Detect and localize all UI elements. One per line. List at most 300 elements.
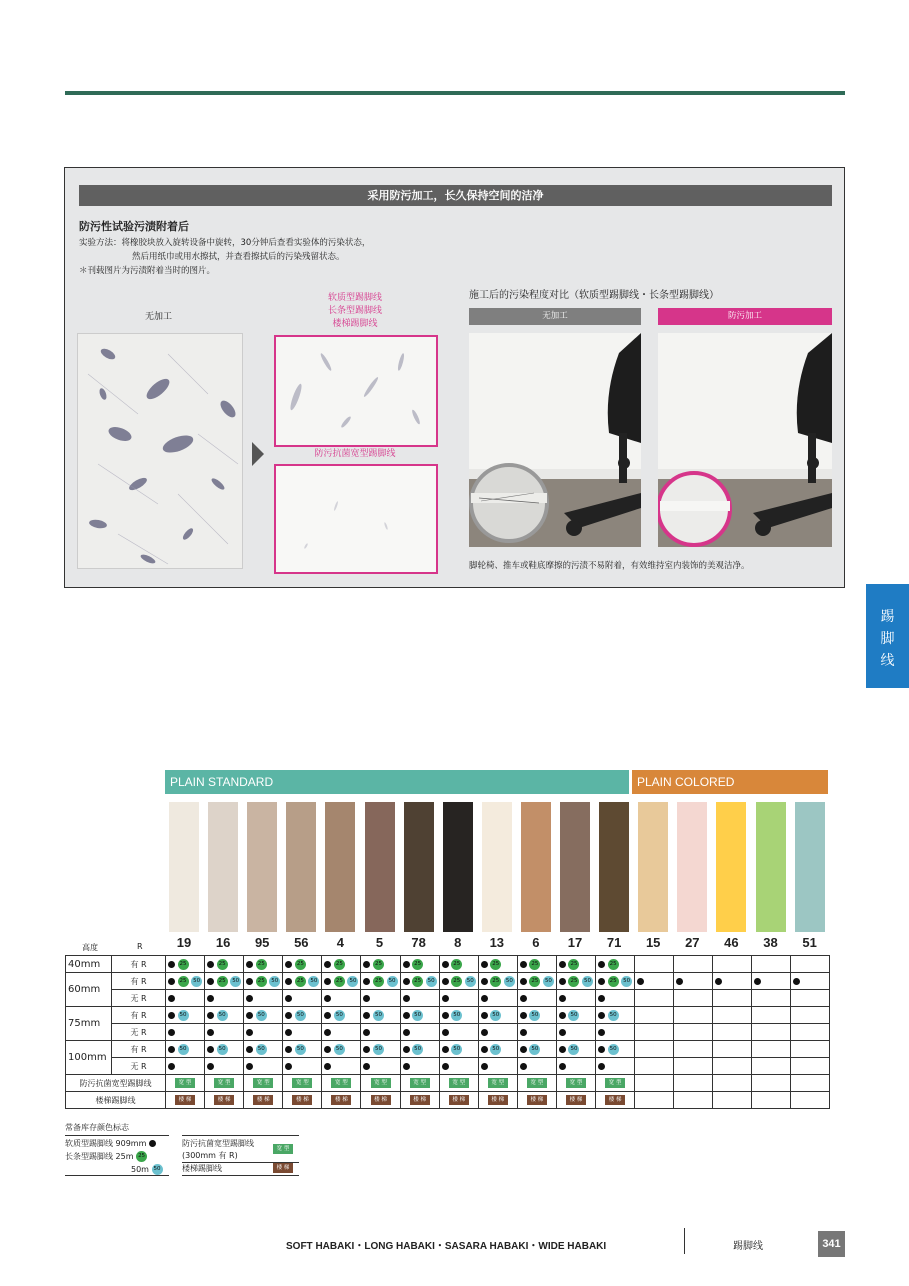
badge-50-icon: 50 xyxy=(373,1044,384,1055)
badge-25-icon: 25 xyxy=(136,1151,147,1162)
dot-icon xyxy=(559,1046,566,1053)
dot-icon xyxy=(363,1063,370,1070)
dot-icon xyxy=(676,978,683,985)
dot-icon xyxy=(168,961,175,968)
availability-cell xyxy=(244,973,283,990)
availability-cell xyxy=(361,990,400,1007)
availability-cell xyxy=(283,1041,322,1058)
dot-icon xyxy=(559,995,566,1002)
availability-cell xyxy=(400,1075,439,1092)
availability-cell xyxy=(713,956,752,973)
badge-50-icon: 50 xyxy=(451,1010,462,1021)
dot-icon xyxy=(481,1029,488,1036)
wide-sample-image xyxy=(274,464,438,574)
dot-icon xyxy=(168,1046,175,1053)
color-number: 95 xyxy=(254,935,270,950)
availability-cell xyxy=(752,956,791,973)
badge-50-icon: 50 xyxy=(295,1044,306,1055)
availability-cell xyxy=(791,956,830,973)
dot-icon xyxy=(481,995,488,1002)
availability-cell xyxy=(439,1058,478,1075)
dot-icon xyxy=(324,961,331,968)
dot-icon xyxy=(481,1063,488,1070)
dot-icon xyxy=(403,1046,410,1053)
side-tab-char-2: 脚 xyxy=(880,631,895,647)
availability-cell xyxy=(752,1024,791,1041)
badge-50-icon: 50 xyxy=(178,1044,189,1055)
badge-50-icon: 50 xyxy=(178,1010,189,1021)
test-subtitle: 防污性试验污渍附着后 xyxy=(79,220,189,233)
availability-cell xyxy=(478,990,517,1007)
availability-cell xyxy=(205,990,244,1007)
availability-cell xyxy=(478,1058,517,1075)
stair-tag-icon: 楼 梯 xyxy=(214,1095,234,1105)
badge-25-icon: 25 xyxy=(373,959,384,970)
availability-cell xyxy=(596,973,635,990)
availability-cell xyxy=(752,1041,791,1058)
legend-wide: 防污抗菌宽型踢脚线 xyxy=(182,1139,254,1148)
availability-cell xyxy=(596,1024,635,1041)
availability-cell xyxy=(400,1092,439,1109)
footer-category: 踢脚线 xyxy=(733,1241,763,1252)
availability-cell xyxy=(596,1075,635,1092)
dot-icon xyxy=(246,961,253,968)
untreated-sample-image xyxy=(77,333,243,569)
availability-cell xyxy=(361,956,400,973)
availability-cell xyxy=(517,1058,556,1075)
dot-icon xyxy=(324,1046,331,1053)
badge-50-icon: 50 xyxy=(373,1010,384,1021)
stair-tag-icon: 楼 梯 xyxy=(527,1095,547,1105)
height-cell: 40mm xyxy=(66,956,112,973)
stair-tag-icon: 楼 梯 xyxy=(331,1095,351,1105)
wide-tag-icon: 宽 型 xyxy=(175,1078,195,1088)
badge-50-icon: 50 xyxy=(426,976,437,987)
dot-icon xyxy=(520,978,527,985)
badge-25-icon: 25 xyxy=(217,976,228,987)
availability-cell xyxy=(713,1024,752,1041)
badge-25-icon: 25 xyxy=(490,976,501,987)
availability-cell xyxy=(400,956,439,973)
dot-icon xyxy=(598,961,605,968)
footer-divider xyxy=(684,1228,685,1254)
footer-series: SOFT HABAKI・LONG HABAKI・SASARA HABAKI・WIDE HABAKI xyxy=(286,1241,607,1252)
availability-cell xyxy=(752,973,791,990)
availability-cell xyxy=(635,1058,674,1075)
availability-cell xyxy=(361,1024,400,1041)
dot-icon xyxy=(246,1046,253,1053)
availability-cell xyxy=(517,990,556,1007)
badge-50-icon: 50 xyxy=(451,1044,462,1055)
dot-icon xyxy=(207,1029,214,1036)
availability-cell xyxy=(713,990,752,1007)
label-long: 长条型踢脚线 xyxy=(327,306,382,316)
availability-cell xyxy=(635,1024,674,1041)
dot-icon xyxy=(520,1046,527,1053)
dot-icon xyxy=(285,1046,292,1053)
category-side-tab[interactable] xyxy=(866,584,909,688)
height-cell: 60mm xyxy=(66,973,112,1007)
availability-cell xyxy=(517,1075,556,1092)
availability-table xyxy=(65,955,830,1109)
badge-25-icon: 25 xyxy=(568,959,579,970)
color-number: 6 xyxy=(532,935,540,950)
availability-cell xyxy=(556,973,595,990)
availability-cell xyxy=(635,1041,674,1058)
stain-test-panel xyxy=(64,167,845,588)
availability-cell xyxy=(244,1058,283,1075)
dot-icon xyxy=(168,1029,175,1036)
color-swatch xyxy=(325,802,355,932)
color-number: 15 xyxy=(645,935,661,950)
availability-cell xyxy=(674,1007,713,1024)
availability-cell xyxy=(556,1058,595,1075)
badge-25-icon: 25 xyxy=(490,959,501,970)
badge-50-icon: 50 xyxy=(621,976,632,987)
row-label: 楼梯踢脚线 xyxy=(66,1092,166,1109)
badge-50-icon: 50 xyxy=(269,976,280,987)
compare-title: 施工后的污染程度对比（软质型踢脚线・长条型踢脚线） xyxy=(469,290,719,301)
height-cell: 100mm xyxy=(66,1041,112,1075)
availability-cell xyxy=(205,1024,244,1041)
availability-cell xyxy=(439,1024,478,1041)
dot-icon xyxy=(246,978,253,985)
dot-icon xyxy=(324,978,331,985)
badge-50-icon: 50 xyxy=(334,1044,345,1055)
dot-icon xyxy=(403,995,410,1002)
dot-icon xyxy=(207,1046,214,1053)
dot-icon xyxy=(363,978,370,985)
treated-photo xyxy=(658,333,832,547)
availability-cell xyxy=(166,1007,205,1024)
availability-cell xyxy=(596,956,635,973)
legend-wide-note: (300mm 有 R) xyxy=(182,1151,238,1160)
stair-tag-icon: 楼 梯 xyxy=(566,1095,586,1105)
color-number: 38 xyxy=(763,935,778,950)
availability-cell xyxy=(205,973,244,990)
color-number: 71 xyxy=(606,935,622,950)
color-swatch xyxy=(716,802,746,932)
color-swatch xyxy=(169,802,199,932)
dot-icon xyxy=(285,961,292,968)
label-wide: 防污抗菌宽型踢脚线 xyxy=(314,449,396,459)
badge-25-icon: 25 xyxy=(334,976,345,987)
availability-cell xyxy=(244,1007,283,1024)
availability-cell xyxy=(556,956,595,973)
page-number: 341 xyxy=(818,1231,845,1257)
dot-icon xyxy=(403,961,410,968)
availability-cell xyxy=(283,973,322,990)
dot-icon xyxy=(246,1012,253,1019)
dot-icon xyxy=(324,1063,331,1070)
availability-cell xyxy=(791,973,830,990)
dot-icon xyxy=(559,1029,566,1036)
dot-icon xyxy=(637,978,644,985)
availability-cell xyxy=(244,1092,283,1109)
availability-cell xyxy=(283,990,322,1007)
stair-tag-icon: 楼 梯 xyxy=(253,1095,273,1105)
availability-cell xyxy=(478,1024,517,1041)
availability-cell xyxy=(674,990,713,1007)
availability-cell xyxy=(556,990,595,1007)
dot-icon xyxy=(520,1029,527,1036)
color-swatch xyxy=(482,802,512,932)
badge-50-icon: 50 xyxy=(152,1164,163,1175)
wide-tag-icon: 宽 型 xyxy=(371,1078,391,1088)
dot-icon xyxy=(442,1063,449,1070)
wide-tag-icon: 宽 型 xyxy=(253,1078,273,1088)
availability-cell xyxy=(635,990,674,1007)
badge-50-icon: 50 xyxy=(608,1010,619,1021)
dot-icon xyxy=(207,961,214,968)
color-number: 27 xyxy=(685,935,700,950)
availability-cell xyxy=(361,1092,400,1109)
badge-50-icon: 50 xyxy=(256,1044,267,1055)
availability-cell xyxy=(244,1075,283,1092)
badge-50-icon: 50 xyxy=(529,1044,540,1055)
color-swatch xyxy=(521,802,551,932)
availability-cell xyxy=(400,990,439,1007)
availability-cell xyxy=(635,973,674,990)
badge-50-icon: 50 xyxy=(490,1010,501,1021)
badge-50-icon: 50 xyxy=(529,1010,540,1021)
dot-icon xyxy=(246,1029,253,1036)
availability-cell xyxy=(478,956,517,973)
color-number: 17 xyxy=(567,935,583,950)
wide-tag-icon: 宽 型 xyxy=(566,1078,586,1088)
availability-cell xyxy=(361,1075,400,1092)
table-row xyxy=(66,990,830,1007)
badge-50-icon: 50 xyxy=(191,976,202,987)
dot-icon xyxy=(559,978,566,985)
availability-cell xyxy=(439,1007,478,1024)
availability-cell xyxy=(517,1092,556,1109)
dot-icon xyxy=(559,1063,566,1070)
availability-cell xyxy=(439,1092,478,1109)
legend-title: 常备库存颜色标志 xyxy=(65,1123,129,1132)
availability-cell xyxy=(478,1075,517,1092)
availability-cell xyxy=(283,1024,322,1041)
availability-cell xyxy=(791,1041,830,1058)
availability-cell xyxy=(166,1041,205,1058)
availability-cell xyxy=(283,1007,322,1024)
dot-icon xyxy=(442,995,449,1002)
availability-cell xyxy=(674,973,713,990)
availability-cell xyxy=(674,1092,713,1109)
dot-icon xyxy=(520,1063,527,1070)
availability-cell xyxy=(752,1075,791,1092)
color-number: 13 xyxy=(489,935,505,950)
badge-25-icon: 25 xyxy=(178,959,189,970)
dot-icon xyxy=(442,1029,449,1036)
row-label: 防污抗菌宽型踢脚线 xyxy=(66,1075,166,1092)
color-swatch xyxy=(638,802,668,932)
availability-cell xyxy=(439,1075,478,1092)
legend-long: 长条型踢脚线 25m xyxy=(65,1152,134,1161)
availability-cell xyxy=(205,1075,244,1092)
r-cell: 无 R xyxy=(112,1058,166,1075)
availability-cell xyxy=(596,1058,635,1075)
availability-cell xyxy=(478,1041,517,1058)
availability-cell xyxy=(361,1058,400,1075)
availability-cell xyxy=(361,973,400,990)
side-tab-char-1: 踢 xyxy=(880,609,895,625)
availability-cell xyxy=(791,1024,830,1041)
table-row xyxy=(66,956,830,973)
badge-50-icon: 50 xyxy=(295,1010,306,1021)
method-note: ＊刊载图片为污渍附着当时的图片。 xyxy=(79,266,216,276)
availability-cell xyxy=(635,1007,674,1024)
dot-icon xyxy=(285,1063,292,1070)
dot-icon xyxy=(598,995,605,1002)
availability-cell xyxy=(166,990,205,1007)
wide-tag-icon: 宽 型 xyxy=(527,1078,547,1088)
availability-cell xyxy=(791,1007,830,1024)
availability-cell xyxy=(713,1092,752,1109)
dot-icon xyxy=(598,1046,605,1053)
availability-cell xyxy=(322,1092,361,1109)
dot-icon xyxy=(168,995,175,1002)
availability-cell xyxy=(283,1092,322,1109)
method-line-2: 然后用纸巾或用水擦拭，并查看擦拭后的污染残留状态。 xyxy=(132,252,345,262)
availability-cell xyxy=(791,1092,830,1109)
color-swatch xyxy=(404,802,434,932)
badge-50-icon: 50 xyxy=(387,976,398,987)
color-number: 46 xyxy=(724,935,739,950)
availability-cell xyxy=(361,1041,400,1058)
legend-soft: 软质型踢脚线 909mm xyxy=(65,1139,147,1148)
availability-cell xyxy=(322,1024,361,1041)
badge-50-icon: 50 xyxy=(568,1010,579,1021)
availability-cell xyxy=(713,973,752,990)
dot-icon xyxy=(793,978,800,985)
availability-cell xyxy=(166,1024,205,1041)
dot-icon xyxy=(403,1063,410,1070)
dot-icon xyxy=(363,1046,370,1053)
r-cell: 无 R xyxy=(112,1024,166,1041)
legend-stair: 楼梯踢脚线 xyxy=(182,1164,222,1173)
label-soft-types xyxy=(295,292,415,331)
badge-50-icon: 50 xyxy=(256,1010,267,1021)
availability-cell xyxy=(752,1092,791,1109)
dot-icon xyxy=(207,995,214,1002)
availability-cell xyxy=(791,1075,830,1092)
availability-cell xyxy=(322,1058,361,1075)
dot-icon xyxy=(403,1012,410,1019)
color-swatch xyxy=(443,802,473,932)
availability-cell xyxy=(439,973,478,990)
label-soft: 软质型踢脚线 xyxy=(327,293,382,303)
availability-cell xyxy=(596,1092,635,1109)
availability-cell xyxy=(752,1007,791,1024)
badge-25-icon: 25 xyxy=(334,959,345,970)
availability-cell xyxy=(439,956,478,973)
availability-cell xyxy=(205,1092,244,1109)
table-row xyxy=(66,1058,830,1075)
availability-cell xyxy=(439,990,478,1007)
badge-50-icon: 50 xyxy=(465,976,476,987)
wide-tag-icon: 宽 型 xyxy=(331,1078,351,1088)
badge-25-icon: 25 xyxy=(412,976,423,987)
availability-cell xyxy=(439,1041,478,1058)
badge-50-icon: 50 xyxy=(334,1010,345,1021)
dot-icon xyxy=(324,995,331,1002)
availability-cell xyxy=(517,973,556,990)
compare-label-treated: 防污加工 xyxy=(658,308,832,325)
wide-tag-icon: 宽 型 xyxy=(488,1078,508,1088)
availability-cell xyxy=(205,1007,244,1024)
badge-25-icon: 25 xyxy=(451,976,462,987)
color-swatch xyxy=(599,802,629,932)
color-swatch xyxy=(247,802,277,932)
availability-cell xyxy=(517,956,556,973)
color-swatch xyxy=(756,802,786,932)
availability-cell xyxy=(478,1092,517,1109)
badge-50-icon: 50 xyxy=(568,1044,579,1055)
untreated-photo xyxy=(469,333,641,547)
color-number: 78 xyxy=(411,935,426,950)
availability-cell xyxy=(322,956,361,973)
availability-cell xyxy=(322,1041,361,1058)
availability-cell xyxy=(713,1075,752,1092)
dot-icon xyxy=(246,1063,253,1070)
color-number: 51 xyxy=(802,935,817,950)
dot-icon xyxy=(481,978,488,985)
dot-icon xyxy=(715,978,722,985)
color-swatch xyxy=(560,802,590,932)
availability-cell xyxy=(556,1092,595,1109)
badge-25-icon: 25 xyxy=(256,976,267,987)
stair-tag-icon: 楼 梯 xyxy=(410,1095,430,1105)
dot-icon xyxy=(168,978,175,985)
badge-50-icon: 50 xyxy=(347,976,358,987)
label-untreated: 无加工 xyxy=(145,312,173,322)
dot-icon xyxy=(442,1012,449,1019)
availability-cell xyxy=(400,1007,439,1024)
stair-tag-icon: 楼 梯 xyxy=(488,1095,508,1105)
wide-tag-icon: 宽 型 xyxy=(292,1078,312,1088)
dot-icon xyxy=(324,1029,331,1036)
dot-icon xyxy=(559,961,566,968)
dot-icon xyxy=(598,978,605,985)
table-row xyxy=(66,1024,830,1041)
badge-50-icon: 50 xyxy=(412,1044,423,1055)
badge-25-icon: 25 xyxy=(217,959,228,970)
availability-cell xyxy=(244,956,283,973)
availability-cell xyxy=(517,1007,556,1024)
availability-cell xyxy=(674,956,713,973)
availability-cell xyxy=(674,1041,713,1058)
dot-icon xyxy=(520,1012,527,1019)
availability-cell xyxy=(244,990,283,1007)
label-stair: 楼梯踢脚线 xyxy=(332,319,378,329)
dot-icon xyxy=(598,1063,605,1070)
badge-25-icon: 25 xyxy=(412,959,423,970)
availability-cell xyxy=(400,1024,439,1041)
dot-icon xyxy=(363,1012,370,1019)
r-cell: 有 R xyxy=(112,1041,166,1058)
color-swatch xyxy=(365,802,395,932)
plain-standard-header: PLAIN STANDARD xyxy=(165,770,629,794)
badge-50-icon: 50 xyxy=(308,976,319,987)
r-cell: 有 R xyxy=(112,1007,166,1024)
r-cell: 有 R xyxy=(112,973,166,990)
stair-tag-icon: 楼 梯 xyxy=(605,1095,625,1105)
availability-cell xyxy=(752,1058,791,1075)
dot-icon xyxy=(598,1012,605,1019)
dot-icon xyxy=(481,961,488,968)
stair-tag-icon: 楼 梯 xyxy=(273,1163,293,1173)
